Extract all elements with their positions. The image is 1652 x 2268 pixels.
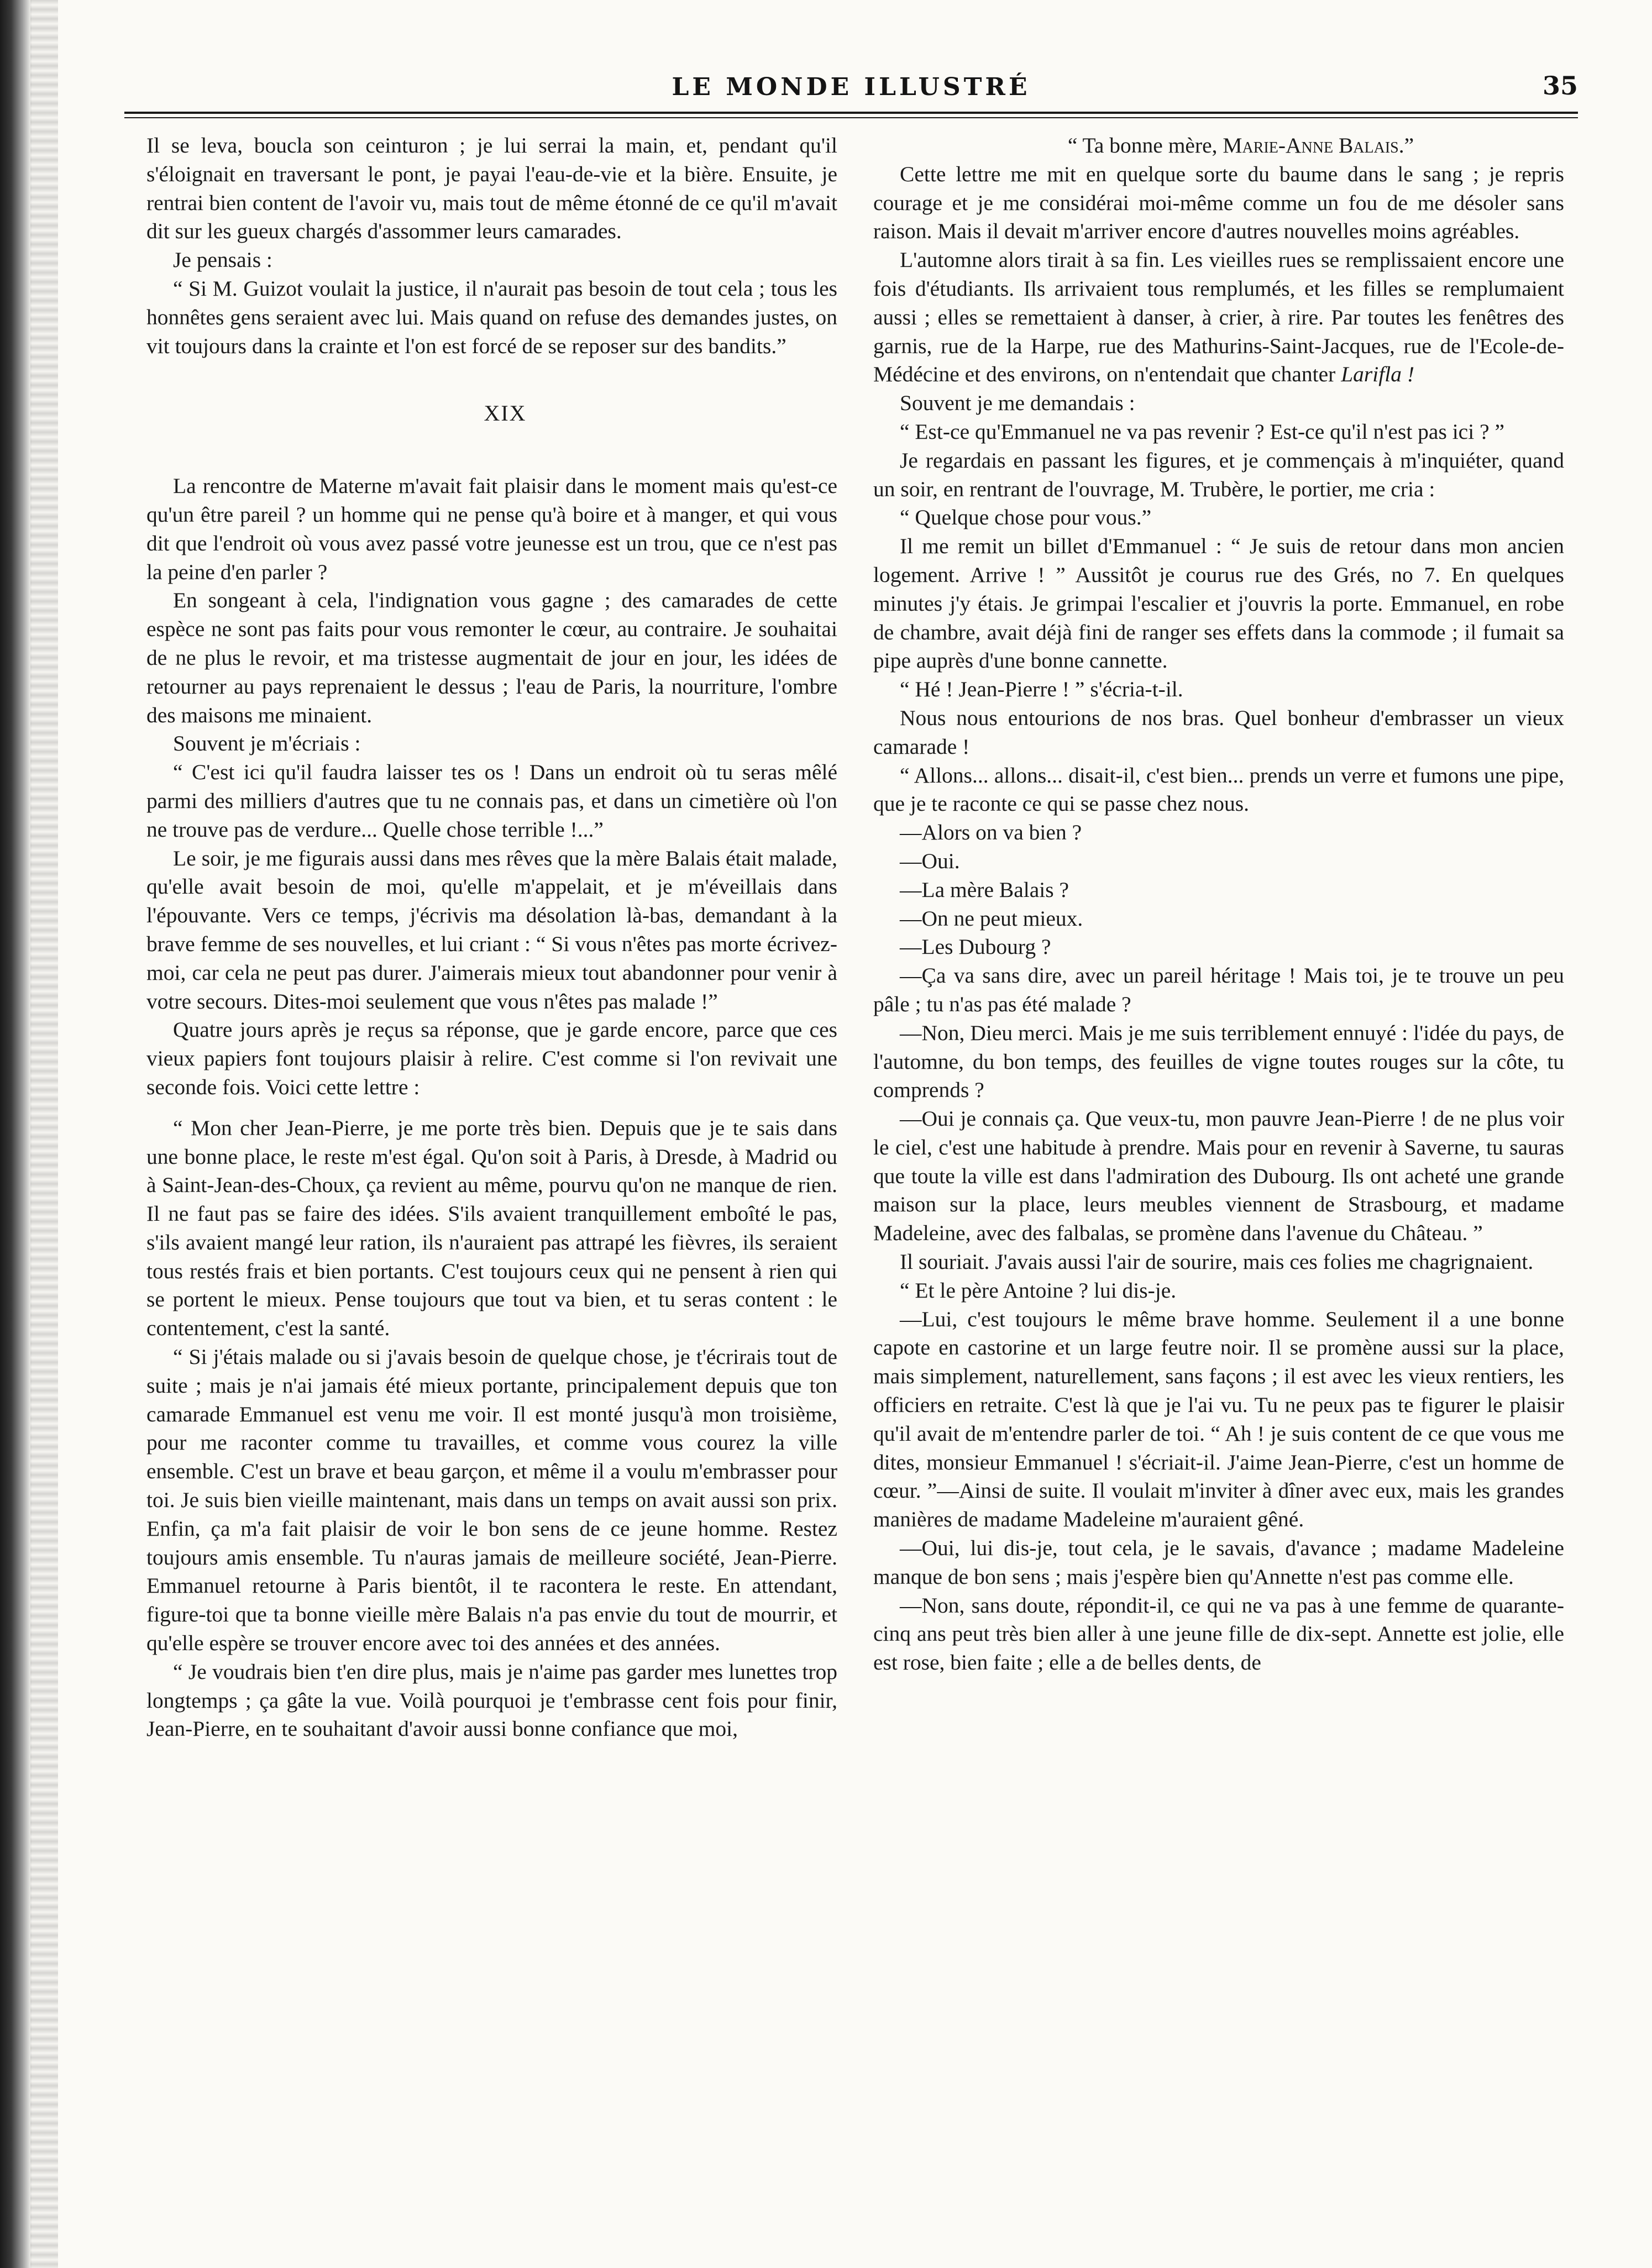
binding-edge-shadow bbox=[0, 0, 32, 2268]
paragraph: La rencontre de Materne m'avait fait plaisir dans le moment mais qu'est-ce qu'un être pareil ? un homme qui ne pense qu'à boire et à manger, et qui vous dit que l'endroit où vous avez passé votre jeunesse est un trou, que ce n'est pas la peine d'en parler ? bbox=[146, 474, 837, 584]
header-rule-top bbox=[124, 112, 1578, 114]
paragraph: En songeant à cela, l'indignation vous gagne ; des camarades de cette espèce ne sont pas faits pour vous remonter le cœur, au contraire. Je souhaitai de ne plus le revoir, et ma tristesse augmentait de jour en jour, les idées de retourner au pays reprenaient le dessus ; l'eau de Paris, la nourriture, l'ombre des maisons me minaient. bbox=[146, 588, 837, 727]
paragraph: “ Hé ! Jean-Pierre ! ” s'écria-t-il. bbox=[900, 677, 1183, 702]
signature-name: Marie-Anne Balais bbox=[1223, 133, 1399, 158]
dialogue-line: —Lui, c'est toujours le même brave homme. Seulement il a une bonne capote en castorine et un large feutre noir. Il se promène aussi sur la place, mais simplement, naturellement, sans façons ; il est avec les vieux rentiers, les officiers en retraite. C'est là que je l'ai vu. Tu ne peux pas te figurer le plaisir qu'il avait de m'entendre parler de toi. “ Ah ! je suis content de ce que vous me dites, monsieur Emmanuel ! s'écriait-il. J'aime Jean-Pierre, c'est un homme de cœur. ”—Ainsi de suite. Il voulait m'inviter à dîner avec eux, mais les grandes manières de madame Madeleine m'auraient gêné. bbox=[873, 1306, 1564, 1532]
signature-prefix: “ Ta bonne mère, bbox=[1067, 133, 1223, 158]
dialogue-line: —Non, Dieu merci. Mais je me suis terriblement ennuyé : l'idée du pays, de l'automne, du bon temps, des feuilles de vigne toutes rouges sur la côte, tu comprends ? bbox=[873, 1020, 1564, 1102]
binding-edge-texture bbox=[30, 0, 58, 2268]
dialogue-line: —Alors on va bien ? bbox=[900, 820, 1082, 845]
dialogue-line: —La mère Balais ? bbox=[900, 877, 1069, 902]
paragraph-text: L'automne alors tirait à sa fin. Les vieilles rues se remplissaient encore une fois d'étudiants. Ils arrivaient tous remplumés, et les filles se remplumaient aussi ; elles se remettaient à danser, à crier, à rire. Par toutes les fenêtres des garnis, rue de la Harpe, rue des Mathurins-Saint-Jacques, rue de l'Ecole-de-Médécine et des environs, on n'entendait que chanter bbox=[873, 248, 1564, 387]
header-rule-bottom bbox=[124, 117, 1578, 118]
paragraph: Il me remit un billet d'Emmanuel : “ Je suis de retour dans mon ancien logement. Arrive ! ” Aussitôt je courus rue des Grés, no 7. En quelques minutes j'y étais. Je grimpai l'escalier et j'ouvris la porte. Emmanuel, en robe de chambre, avait déjà fini de ranger ses effets dans la commode ; il fumait sa pipe auprès d'une bonne cannette. bbox=[873, 534, 1564, 673]
paragraph: “ C'est ici qu'il faudra laisser tes os ! Dans un endroit où tu seras mêlé parmi des milliers d'autres que tu ne connais pas, et dans un cimetière où l'on ne trouve pas de verdure... Quelle chose terrible !...” bbox=[146, 760, 837, 842]
dialogue-line: —Les Dubourg ? bbox=[900, 935, 1051, 959]
dialogue-line: “ Et le père Antoine ? lui dis-je. bbox=[900, 1278, 1177, 1303]
right-column bbox=[873, 132, 1564, 1677]
dialogue-line: —Oui, lui dis-je, tout cela, je le savais, d'avance ; madame Madeleine manque de bon sens ; mais j'espère bien qu'Annette n'est pas comme elle. bbox=[873, 1536, 1564, 1589]
dialogue-line: —Oui je connais ça. Que veux-tu, mon pauvre Jean-Pierre ! de ne plus voir le ciel, c'est une habitude à prendre. Mais pour en revenir à Saverne, tu sauras que toute la ville est dans l'admiration des Dubourg. Ils ont acheté une grande maison sur la place, leurs meubles viennent de Strasbourg, et madame Madeleine, avec des falbalas, se promène dans l'avenue du Château. ” bbox=[873, 1106, 1564, 1246]
paragraph: Il souriait. J'avais aussi l'air de sourire, mais ces folies me chagrignaient. bbox=[900, 1250, 1534, 1274]
paragraph: Quatre jours après je reçus sa réponse, que je garde encore, parce que ces vieux papiers font toujours plaisir à relire. C'est comme si l'on revivait une seconde fois. Voici cette lettre : bbox=[146, 1017, 837, 1099]
paragraph: Cette lettre me mit en quelque sorte du baume dans le sang ; je repris courage et je me considérai moi-même comme un fou de me désoler sans raison. Mais il devait m'arriver encore d'autres nouvelles moins agréables. bbox=[873, 161, 1564, 244]
dialogue-line: —On ne peut mieux. bbox=[900, 906, 1083, 931]
masthead-title: LE MONDE ILLUSTRÉ bbox=[672, 73, 1031, 101]
page-number: 35 bbox=[1542, 71, 1578, 101]
paragraph: Je regardais en passant les figures, et je commençais à m'inquiéter, quand un soir, en rentrant de l'ouvrage, M. Trubère, le portier, me cria : bbox=[873, 448, 1564, 501]
letter-signature bbox=[873, 132, 1564, 160]
dialogue-line: —Ça va sans dire, avec un pareil héritage ! Mais toi, je te trouve un peu pâle ; tu n'as pas été malade ? bbox=[873, 963, 1564, 1016]
chapter-heading: XIX bbox=[484, 401, 527, 426]
paragraph: “ Quelque chose pour vous.” bbox=[900, 505, 1152, 530]
left-column bbox=[146, 132, 837, 1744]
signature-suffix: .” bbox=[1398, 133, 1414, 158]
letter-paragraph: “ Si j'étais malade ou si j'avais besoin de quelque chose, je t'écrirais tout de suite ; mais je n'ai jamais été mieux portante, principalement depuis que ton camarade Emmanuel est venu me voir. Il est monté jusqu'à mon troisième, pour me raconter comme tu travailles, et comme vous courez la ville ensemble. C'est un brave et beau garçon, et même il a voulu m'embrasser pour toi. Je suis bien vieille maintenant, mais dans un temps on avait aussi son prix. Enfin, ça m'a fait plaisir de voir le bon sens de ce jeune homme. Restez toujours amis ensemble. Tu n'auras jamais de meilleure société, Jean-Pierre. Emmanuel retourne à Paris bientôt, il te racontera le reste. En attendant, figure-toi que ta bonne vieille mère Balais n'a pas envie du tout de mourrir, et qu'elle espère se trouver encore avec toi des années et des années. bbox=[146, 1345, 837, 1656]
paragraph: Souvent je m'écriais : bbox=[173, 731, 361, 756]
paragraph: “ Allons... allons... disait-il, c'est bien... prends un verre et fumons une pipe, que je te raconte ce qui se passe chez nous. bbox=[873, 763, 1564, 816]
paragraph: “ Si M. Guizot voulait la justice, il n'aurait pas besoin de tout cela ; tous les honnêtes gens seraient avec lui. Mais quand on refuse des demandes justes, on vit toujours dans la crainte et l'on est forcé de se reposer sur des bandits.” bbox=[146, 276, 837, 358]
letter-paragraph: “ Mon cher Jean-Pierre, je me porte très bien. Depuis que je te sais dans une bonne place, le reste m'est égal. Qu'on soit à Paris, à Dresde, à Madrid ou à Saint-Jean-des-Choux, ça revient au même, pourvu qu'on ne manque de rien. Il ne faut pas se faire des idées. S'ils avaient tranquillement emboîté le pas, s'ils avaient mangé leur ration, ils n'auraient pas attrapé les fièvres, ils seraient tous restés frais et bien portants. C'est toujours ceux qui ne pensent à rien qui se portent le mieux. Pense toujours que tout va bien, et tu seras content : le contentement, c'est la santé. bbox=[146, 1115, 837, 1341]
dialogue-line: —Oui. bbox=[900, 848, 960, 873]
dialogue-line: —Non, sans doute, répondit-il, ce qui ne va pas à une femme de quarante-cinq ans peut très bien aller à une jeune fille de dix-sept. Annette est jolie, elle est rose, bien faite ; elle a de belles dents, de bbox=[873, 1593, 1564, 1675]
paragraph: Souvent je me demandais : bbox=[900, 391, 1135, 416]
song-title: Larifla ! bbox=[1341, 362, 1414, 387]
paragraph: “ Est-ce qu'Emmanuel ne va pas revenir ? Est-ce qu'il n'est pas ici ? ” bbox=[900, 419, 1505, 444]
paragraph bbox=[873, 246, 1564, 389]
paragraph: Je pensais : bbox=[173, 248, 272, 272]
paragraph: Il se leva, boucla son ceinturon ; je lui serrai la main, et, pendant qu'il s'éloignait en traversant le pont, je payai l'eau-de-vie et la bière. Ensuite, je rentrai bien content de l'avoir vu, mais tout de même étonné de ce qu'il m'avait dit sur les gueux chargés d'assommer leurs camarades. bbox=[146, 133, 837, 244]
paragraph: Nous nous entourions de nos bras. Quel bonheur d'embrasser un vieux camarade ! bbox=[873, 705, 1564, 759]
letter-paragraph: “ Je voudrais bien t'en dire plus, mais je n'aime pas garder mes lunettes trop longtemps ; ça gâte la vue. Voilà pourquoi je t'embrasse cent fois pour finir, Jean-Pierre, en te souhaitant d'avoir aussi bonne confiance que moi, bbox=[146, 1659, 837, 1741]
page-header bbox=[124, 73, 1578, 106]
paragraph: Le soir, je me figurais aussi dans mes rêves que la mère Balais était malade, qu'elle avait besoin de moi, qu'elle m'appelait, et je m'éveillais dans l'épouvante. Vers ce temps, j'écrivis ma désolation là-bas, demandant à la brave femme de ses nouvelles, et lui criant : “ Si vous n'êtes pas morte écrivez-moi, car cela ne peut pas durer. J'aimerais mieux tout abandonner pour venir à votre secours. Dites-moi seulement que vous n'êtes pas malade !” bbox=[146, 846, 837, 1014]
